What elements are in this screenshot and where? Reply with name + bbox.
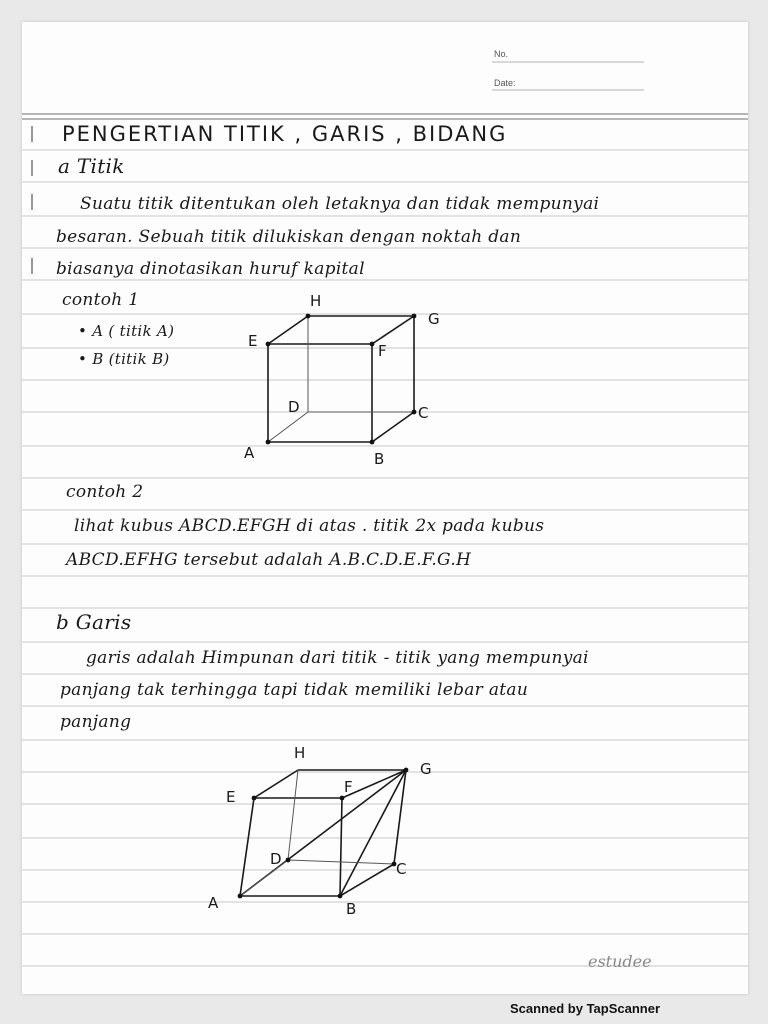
cube2-label-b: B [346,900,357,918]
section-b-line-1: garis adalah Himpunan dari titik - titik yang mempunyai [86,648,589,668]
signature: estudee [588,952,652,971]
cube2-label-e: E [226,788,236,806]
cube1-label-e: E [248,332,258,350]
example2-line-1: lihat kubus ABCD.EFGH di atas . titik 2x pada kubus [74,516,545,536]
cube1-label-d: D [288,398,300,416]
section-a-heading: a Titik [58,154,125,178]
cube2-label-a: A [208,894,219,912]
cube2-label-c: C [396,860,407,878]
cube2-label-d: D [270,850,282,868]
section-b-line-3: panjang [60,712,132,732]
bullet-item-a-text: A ( titik A) [92,322,175,340]
cube2-label-h: H [294,744,306,762]
cube1-label-a: A [244,444,255,462]
cube1-label-c: C [418,404,429,422]
bullet-item-b: • B (titik B) [78,350,170,368]
cube2-label-f: F [344,778,353,796]
section-a-line-3: biasanya dinotasikan huruf kapital [56,259,365,279]
cube1-label-b: B [374,450,385,468]
notebook-page [22,22,748,994]
date-label: Date: [494,78,516,88]
section-b-line-2: panjang tak terhingga tapi tidak memiliki lebar atau [60,680,529,700]
cube1-label-h: H [310,292,322,310]
bullet-item-a: • A ( titik A) [78,322,175,340]
section-b-heading: b Garis [56,610,132,634]
cube1-label-g: G [428,310,440,328]
bullet-item-b-text: B (titik B) [92,350,170,368]
example1-heading: contoh 1 [62,290,140,310]
cube1-label-f: F [378,342,387,360]
cube-diagram-2 [22,22,748,994]
scanner-watermark: Scanned by TapScanner [510,1001,661,1016]
cube2-label-g: G [420,760,432,778]
section-a-line-2: besaran. Sebuah titik dilukiskan dengan noktah dan [56,227,522,247]
section-a-line-1: Suatu titik ditentukan oleh letaknya dan tidak mempunyai [80,194,600,214]
no-label: No. [494,49,509,59]
example2-heading: contoh 2 [66,482,144,502]
example2-line-2: ABCD.EFHG tersebut adalah A.B.C.D.E.F.G.H [66,550,472,570]
page-title: PENGERTIAN TITIK , GARIS , BIDANG [62,122,508,146]
